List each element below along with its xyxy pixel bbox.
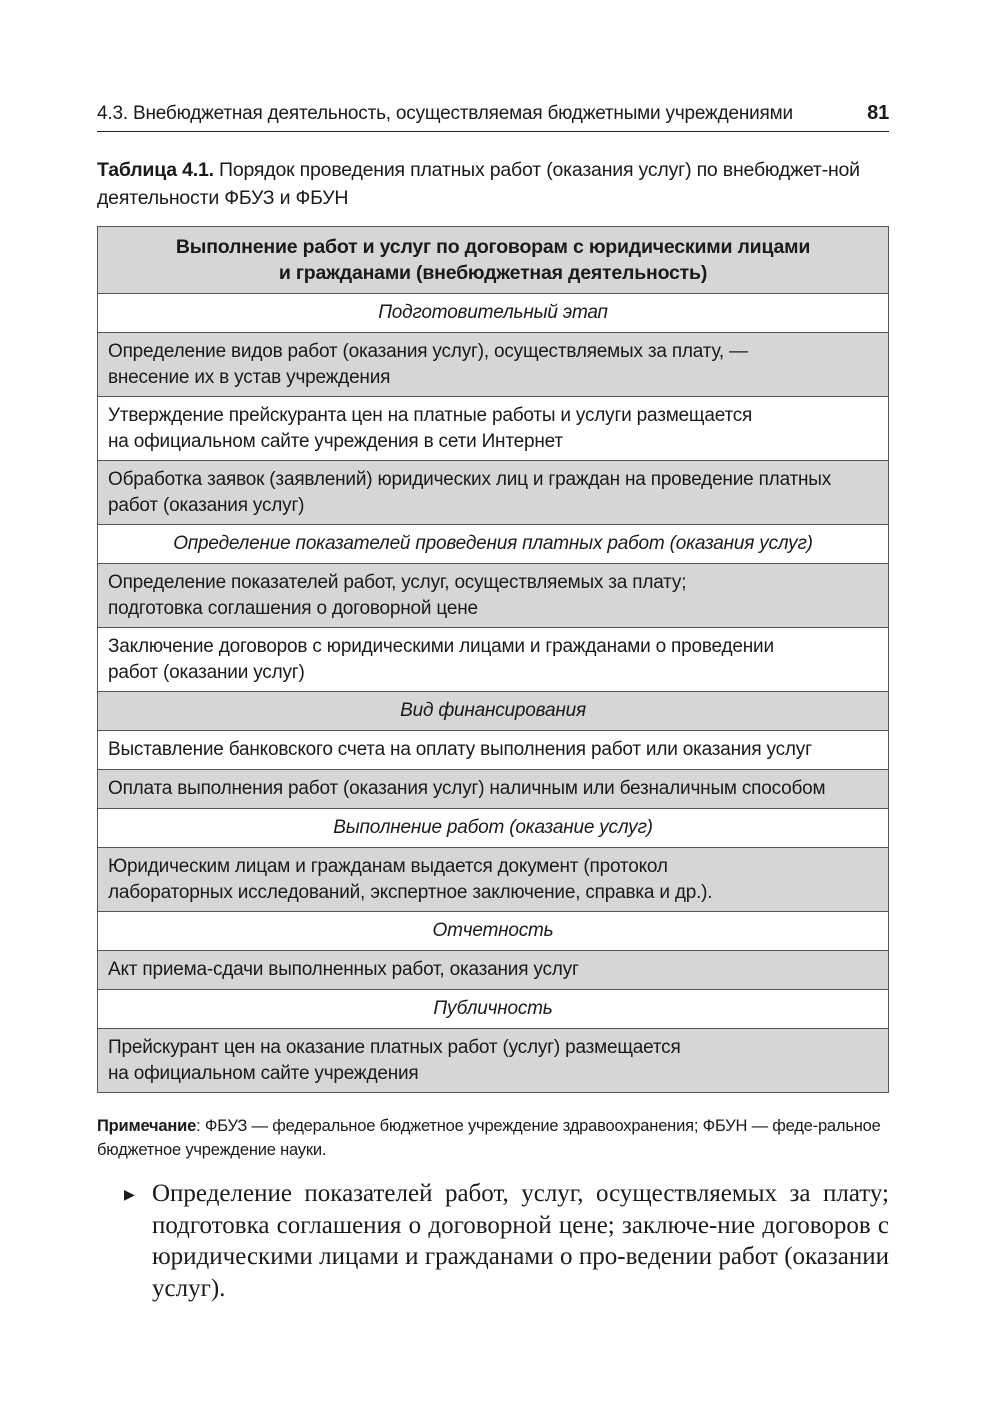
table-stage-row bbox=[98, 990, 889, 1029]
item-line: Оплата выполнения работ (оказания услуг) наличным или безналичным способом bbox=[108, 778, 826, 799]
item-cell bbox=[98, 397, 889, 461]
table-stage-row bbox=[98, 809, 889, 848]
table-row bbox=[98, 1029, 889, 1093]
caption-label: Таблица 4.1. bbox=[97, 159, 214, 181]
item-line: внесение их в устав учреждения bbox=[108, 366, 391, 388]
item-line: работ (оказания услуг) bbox=[108, 494, 305, 516]
stage-cell: Отчетность bbox=[98, 912, 889, 951]
item-line: подготовка соглашения о договорной цене bbox=[108, 597, 478, 619]
item-line: Прейскурант цен на оказание платных работ (услуг) размещается bbox=[108, 1036, 681, 1058]
item-line: лабораторных исследований, экспертное заключение, справка и др.). bbox=[108, 881, 713, 903]
table-header-cell bbox=[98, 227, 889, 294]
page-number: 81 bbox=[867, 102, 889, 124]
table-caption bbox=[97, 156, 889, 212]
table-stage-row bbox=[98, 692, 889, 731]
stage-cell: Определение показателей проведения платных работ (оказания услуг) bbox=[98, 525, 889, 564]
note-label: Примечание bbox=[97, 1117, 197, 1135]
item-cell bbox=[98, 1029, 889, 1093]
caption-text: Порядок проведения платных работ (оказания услуг) по внебюджет-ной деятельности ФБУЗ и ФБУН bbox=[97, 159, 860, 209]
item-line: Заключение договоров с юридическими лицами и гражданами о проведении bbox=[108, 635, 774, 657]
note-text: : ФБУЗ — федеральное бюджетное учреждение здравоохранения; ФБУН — феде-ральное бюджетное учреждение науки. bbox=[97, 1117, 881, 1159]
table-row bbox=[98, 397, 889, 461]
table-row bbox=[98, 333, 889, 397]
table-row bbox=[98, 770, 889, 809]
item-line: на официальном сайте учреждения bbox=[108, 1062, 419, 1084]
item-line: Акт приема-сдачи выполненных работ, оказания услуг bbox=[108, 959, 579, 980]
item-cell bbox=[98, 628, 889, 692]
table-stage-row bbox=[98, 912, 889, 951]
stage-cell: Выполнение работ (оказание услуг) bbox=[98, 809, 889, 848]
item-line: Обработка заявок (заявлений) юридических лиц и граждан на проведение платных bbox=[108, 468, 832, 490]
table-header-line-2: и гражданами (внебюджетная деятельность) bbox=[278, 262, 708, 284]
item-line: Выставление банковского счета на оплату выполнения работ или оказания услуг bbox=[108, 739, 812, 760]
item-cell bbox=[98, 333, 889, 397]
section-title: 4.3. Внебюджетная деятельность, осуществляемая бюджетными учреждениями bbox=[97, 103, 793, 124]
bullet-arrow-icon: ▶ bbox=[124, 1188, 135, 1203]
item-cell bbox=[98, 564, 889, 628]
item-line: Определение видов работ (оказания услуг), осуществляемых за плату, — bbox=[108, 340, 748, 362]
item-line: Утверждение прейскуранта цен на платные работы и услуги размещается bbox=[108, 404, 753, 426]
item-cell bbox=[98, 731, 889, 770]
table-row bbox=[98, 564, 889, 628]
table-row bbox=[98, 731, 889, 770]
stage-cell: Подготовительный этап bbox=[98, 294, 889, 333]
table-header-row bbox=[98, 227, 889, 294]
table-row bbox=[98, 951, 889, 990]
table-note bbox=[97, 1114, 889, 1162]
item-cell bbox=[98, 951, 889, 990]
table-stage-row bbox=[98, 525, 889, 564]
table-stage-row bbox=[98, 294, 889, 333]
item-line: на официальном сайте учреждения в сети Интернет bbox=[108, 430, 563, 452]
item-cell bbox=[98, 848, 889, 912]
item-cell bbox=[98, 770, 889, 809]
table-row bbox=[98, 461, 889, 525]
bullet-paragraph bbox=[124, 1178, 889, 1304]
stage-cell: Вид финансирования bbox=[98, 692, 889, 731]
stage-cell: Публичность bbox=[98, 990, 889, 1029]
bullet-text: Определение показателей работ, услуг, осуществляемых за плату; подготовка соглашения о договорной цене; заключе-ние договоров с юридическими лицами и гражданами о про-ведении работ (оказании услуг). bbox=[152, 1180, 889, 1302]
table-header-line-1: Выполнение работ и услуг по договорам с юридическими лицами bbox=[175, 236, 811, 258]
item-cell bbox=[98, 461, 889, 525]
running-head bbox=[97, 100, 889, 132]
item-line: работ (оказании услуг) bbox=[108, 661, 305, 683]
table-row bbox=[98, 628, 889, 692]
item-line: Определение показателей работ, услуг, осуществляемых за плату; bbox=[108, 571, 687, 593]
item-line: Юридическим лицам и гражданам выдается документ (протокол bbox=[108, 855, 668, 877]
table-row bbox=[98, 848, 889, 912]
procedure-table bbox=[97, 226, 889, 1093]
